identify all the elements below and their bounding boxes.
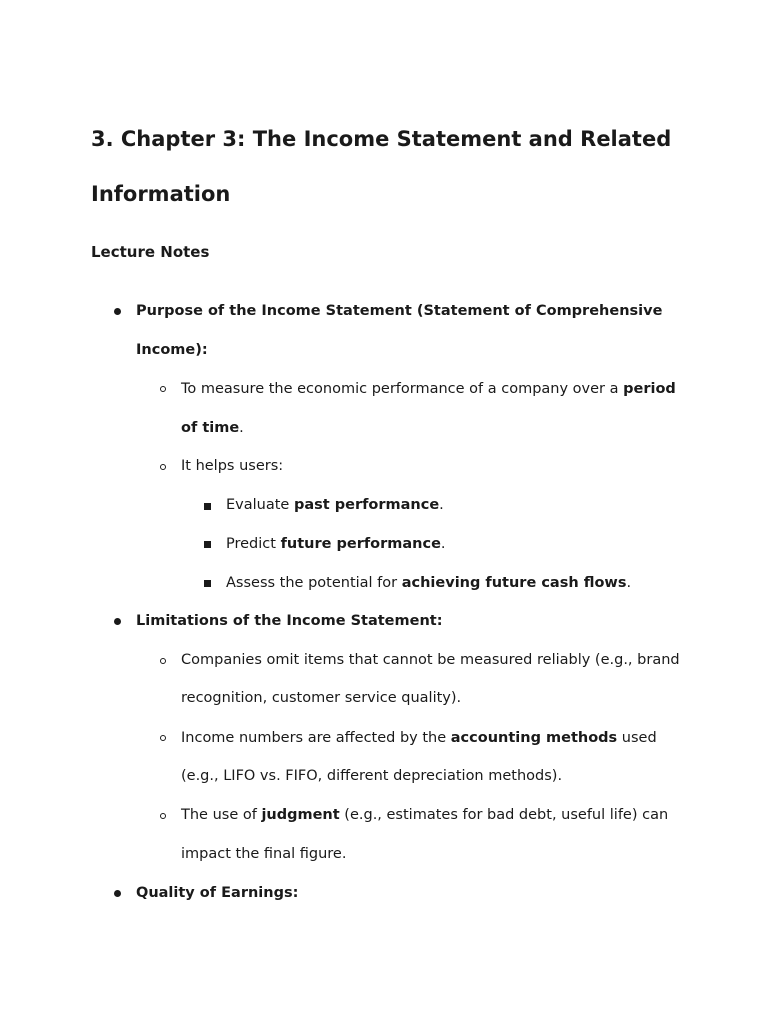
limitations-sub3-line1 (181, 805, 668, 825)
list-item-post: . (439, 497, 444, 513)
circle-bullet (160, 735, 166, 741)
limitations-sub3-post: (e.g., estimates for bad debt, useful life) can (339, 807, 669, 823)
quality-heading: Quality of Earnings: (136, 885, 299, 901)
list-item (226, 573, 631, 593)
list-item-post: . (626, 575, 632, 591)
purpose-heading-line2: Income): (136, 342, 208, 358)
circle-bullet (160, 464, 166, 470)
chapter-title (91, 112, 711, 222)
circle-bullet (160, 658, 166, 664)
limitations-sub3-line2: impact the final figure. (181, 846, 347, 862)
purpose-sub1-text: To measure the economic performance of a company over a (181, 381, 624, 397)
list-item-post: . (440, 536, 446, 552)
disc-bullet (114, 618, 121, 625)
limitations-sub1-line2: recognition, customer service quality). (181, 690, 462, 706)
list-item (226, 495, 444, 515)
limitations-sub3-bold: judgment (261, 807, 340, 823)
limitations-heading: Limitations of the Income Statement: (136, 613, 443, 629)
list-item-text: Assess the potential for (226, 575, 402, 591)
list-item-text: Predict (226, 536, 281, 552)
limitations-sub2-post: used (617, 730, 657, 746)
list-item-bold: achieving future cash flows (401, 575, 627, 591)
limitations-sub3-text: The use of (181, 807, 262, 823)
square-bullet (204, 580, 211, 587)
square-bullet (204, 541, 211, 548)
square-bullet (204, 503, 211, 510)
disc-bullet (114, 890, 121, 897)
purpose-sub1-bold2: of time (181, 420, 240, 436)
chapter-title-line1: 3. Chapter 3: The Income Statement and Related (91, 127, 672, 151)
list-item-bold: past performance (293, 497, 440, 513)
list-item-text: Evaluate (226, 497, 294, 513)
purpose-sub2-text: It helps users: (181, 458, 284, 474)
list-item-bold: future performance (280, 536, 441, 552)
purpose-sub1-line1 (181, 379, 676, 399)
limitations-sub2-text: Income numbers are affected by the (181, 730, 451, 746)
limitations-sub2-line1 (181, 728, 657, 748)
lecture-notes-heading: Lecture Notes (91, 243, 210, 261)
chapter-title-line2: Information (91, 182, 231, 206)
disc-bullet (114, 308, 121, 315)
limitations-sub1-line1: Companies omit items that cannot be measured reliably (e.g., brand (181, 652, 680, 668)
purpose-sub1-bold: period (623, 381, 676, 397)
purpose-sub1-post: . (239, 420, 244, 436)
list-item (226, 534, 446, 554)
circle-bullet (160, 813, 166, 819)
purpose-heading-line1: Purpose of the Income Statement (Statement of Comprehensive (136, 303, 663, 319)
purpose-sub1-line2 (181, 418, 244, 438)
circle-bullet (160, 386, 166, 392)
limitations-sub2-bold: accounting methods (450, 730, 618, 746)
limitations-sub2-line2: (e.g., LIFO vs. FIFO, different depreciation methods). (181, 768, 563, 784)
